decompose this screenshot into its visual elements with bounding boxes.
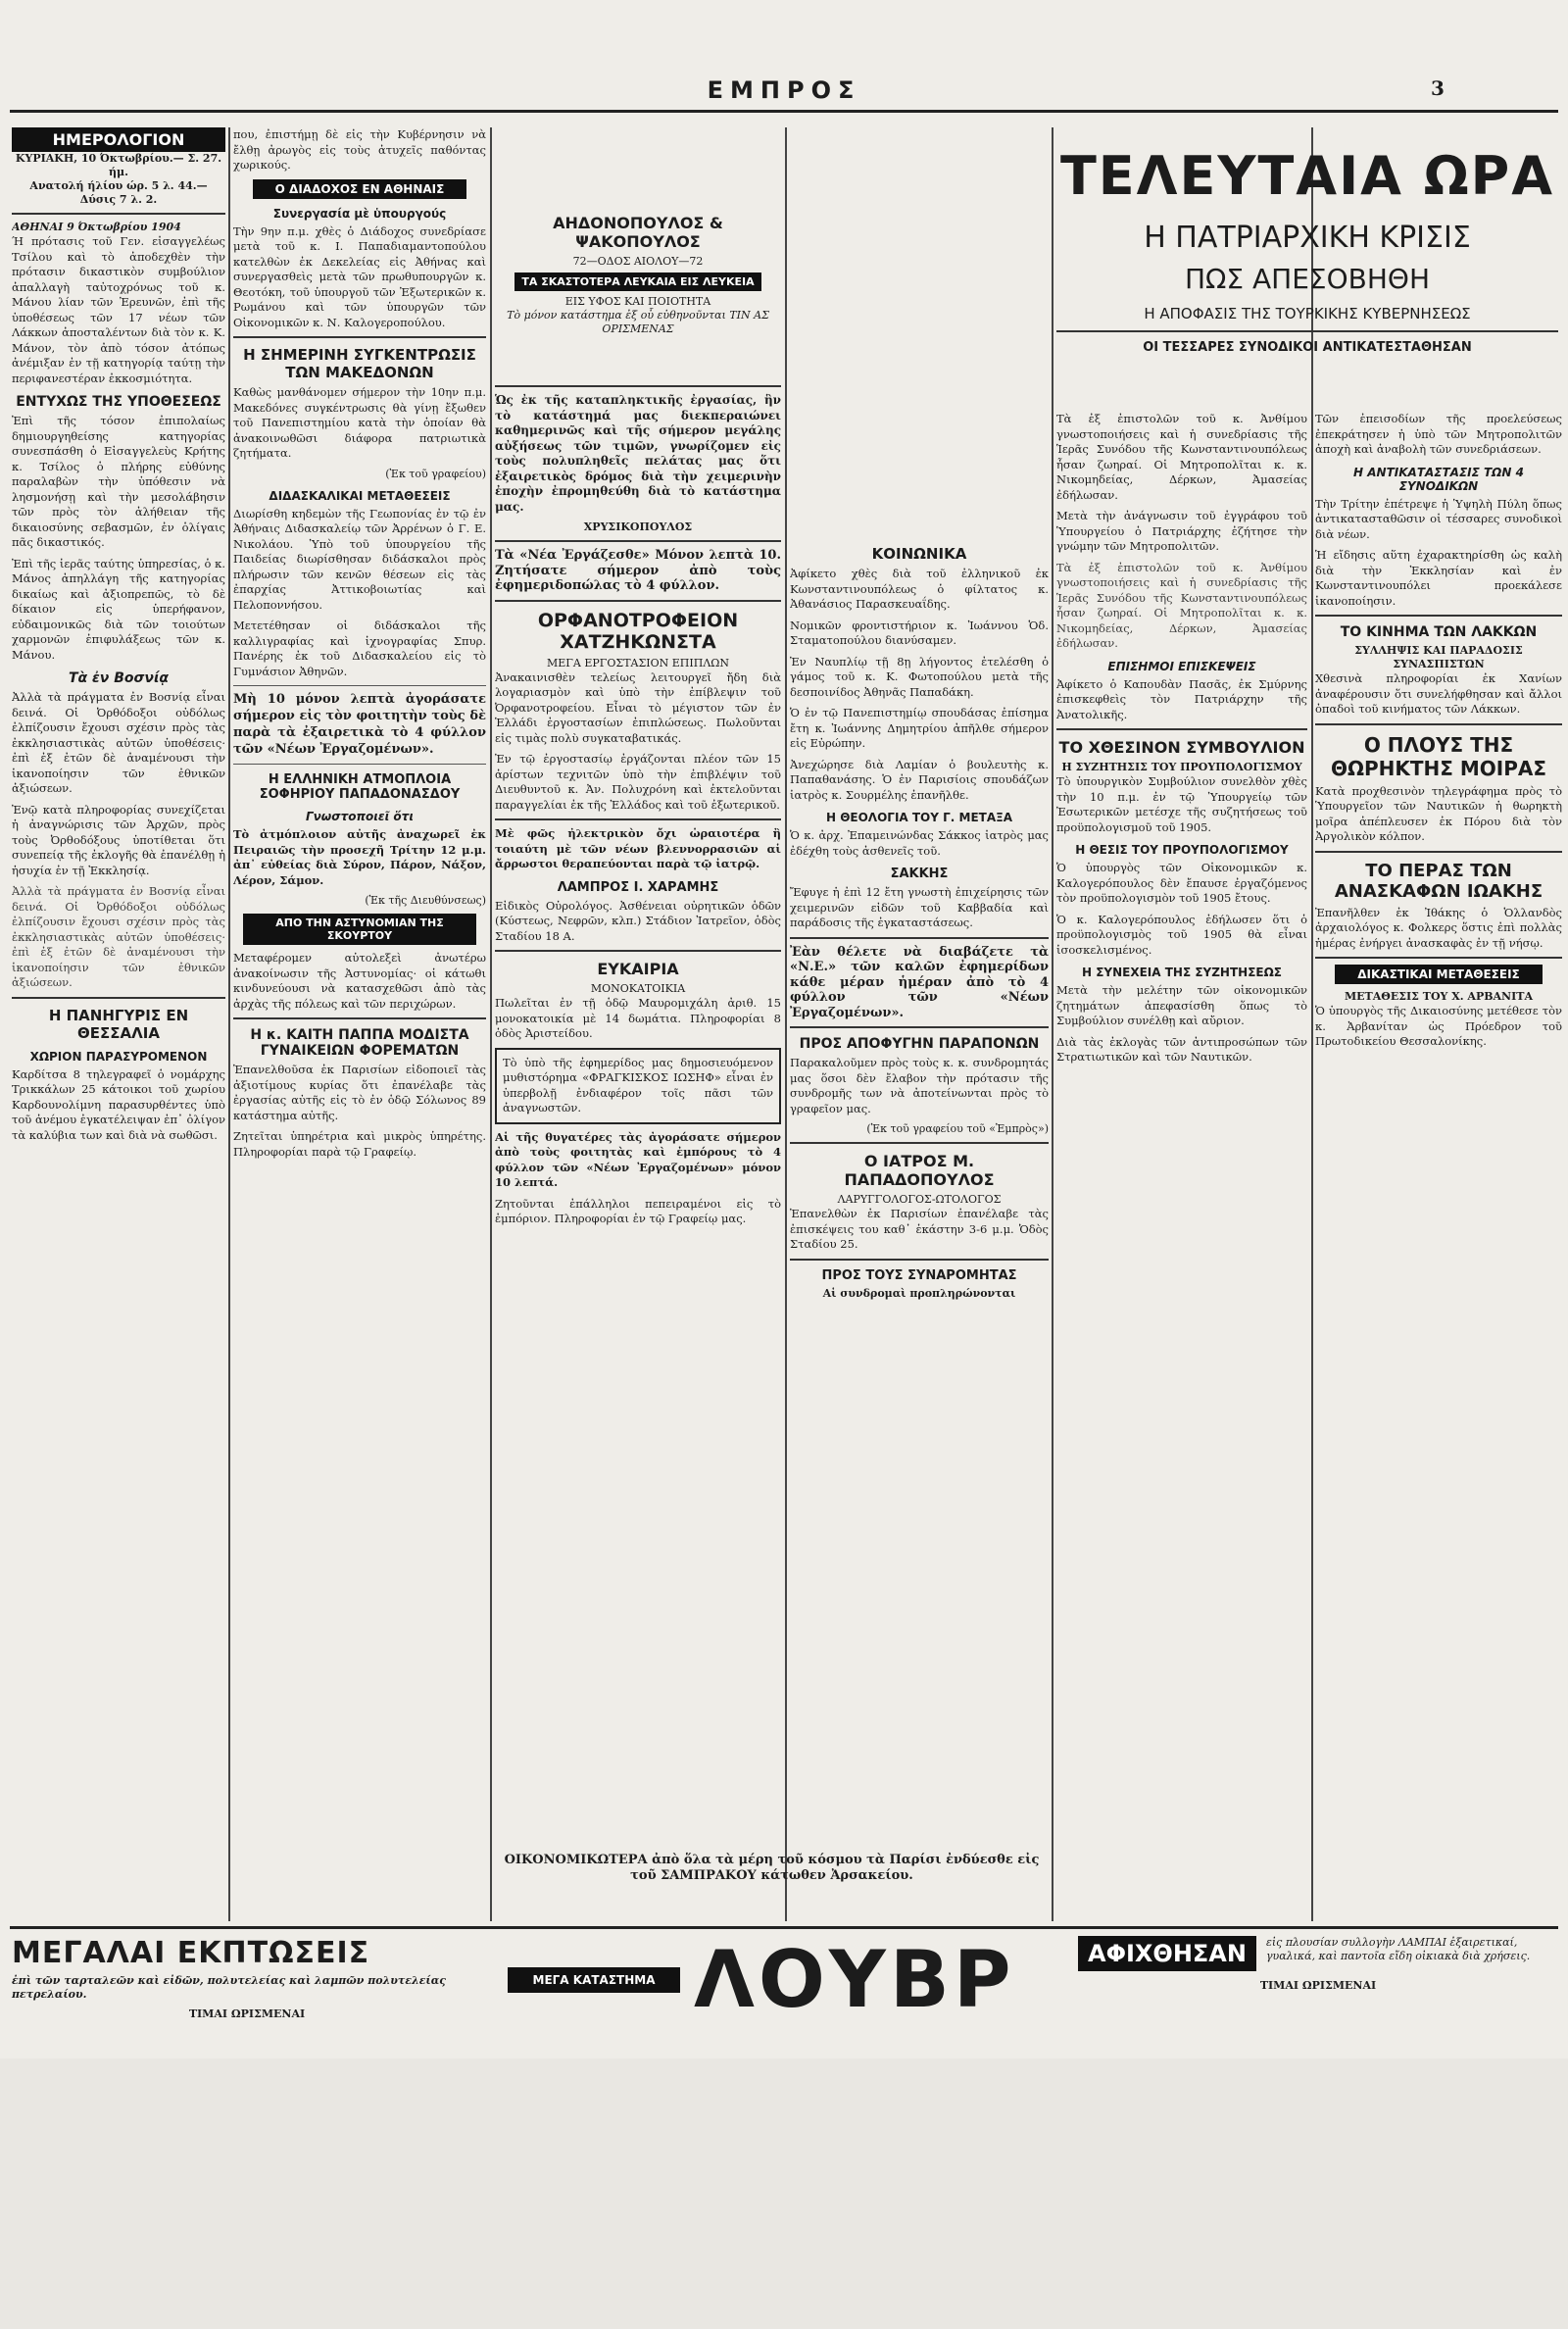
article-text: Τὴν 9ην π.μ. χθὲς ὁ Διάδοχος συνεδρίασε μετὰ τοῦ κ. Ι. Παπαδιαμαντοπούλου κατελθὼν ἐκ Δεκελείας εἰς Ἀθήνας καὶ συνεργασθεὶς μετὰ τῶν πρωθυπουργῶν κ. Θεοτόκη, τοῦ ὑπουργοῦ τῶν Ἐξωτερικῶν κ. Ρωμάνου καὶ τῶν ὑπουργῶν τῶν Οἰκονομικῶν κ. Ν. Καλογεροπούλου. — [233, 223, 486, 329]
article-text: Χθεσινὰ πληροφορίαι ἐκ Χανίων ἀναφέρουσιν ὅτι συνελήφθησαν καὶ ἄλλοι ὀπαδοὶ τοῦ κινήματος τῶν Λάκκων. — [1315, 671, 1562, 716]
headline: ΠΡΟΣ ΑΠΟΦΥΓΗΝ ΠΑΡΑΠΟΝΩΝ — [799, 1036, 1040, 1052]
main-headline: ΤΕΛΕΥΤΑΙΑ ΩΡΑ — [1059, 145, 1555, 207]
headline: Η ΠΑΝΗΓΥΡΙΣ ΕΝ ΘΕΣΣΑΛΙΑ — [48, 1006, 189, 1042]
source-note: (Ἐκ τοῦ γραφείου) — [385, 467, 486, 480]
notice: Μὲ φῶς ἠλεκτρικὸν ὄχι ὡραιοτέρα ἢ τοιαύτη μὲ τῶν νέων βλεννορρασιῶν αἱ ἄρρωστοι θεραπεύονται παρὰ τῷ ἰατρῷ. — [495, 826, 781, 870]
headline: ΤΟ ΠΕΡΑΣ ΤΩΝ ΑΝΑΣΚΑΦΩΝ ΙΩΑΚΗΣ — [1334, 860, 1544, 902]
article-text: Ἐπανῆλθεν ἐκ Ἰθάκης ὁ Ὁλλανδὸς ἀρχαιολόγος κ. Φολκερς ὅστις ἐπὶ πολλὰς ἡμέρας ἐνήργει ἀνασκαφὰς ἐν τῇ νήσῳ. — [1315, 905, 1562, 950]
calendar-title: ΗΜΕΡΟΛΟΓΙΟΝ — [12, 127, 225, 152]
headline: Η ΑΝΤΙΚΑΤΑΣΤΑΣΙΣ ΤΩΝ 4 ΣΥΝΟΔΙΚΩΝ — [1353, 465, 1524, 493]
subheading: Αἱ συνδρομαὶ προπληρώνονται — [822, 1286, 1016, 1300]
headline: Ο ΙΑΤΡΟΣ Μ. ΠΑΠΑΔΟΠΟΥΛΟΣ — [844, 1152, 995, 1189]
article-text: Ἀνεχώρησε διὰ Λαμίαν ὁ βουλευτὴς κ. Παπαθανάσης. Ὁ ἐν Παρισίοις σπουδάζων ἰατρὸς κ. Σουρμέλης ἐπανῆλθε. — [790, 757, 1049, 802]
subheading: Η ΣΥΖΗΤΗΣΙΣ ΤΟΥ ΠΡΟΥΠΟΛΟΓΙΣΜΟΥ — [1061, 761, 1302, 773]
boxed-notice-text: Τὸ ὑπὸ τῆς ἐφημερίδος μας δημοσιευόμενον μυθιστόρημα «ΦΡΑΓΚΙΣΚΟΣ ΙΩΣΗΦ» εἶναι ἐν ὑπερβολῇ ἐνδιαφέρον τοῖς πᾶσι τῶν ἀναγνωστῶν. — [503, 1055, 773, 1115]
notice: Τὰ «Νέα Ἐργάζεσθε» Μόνον λεπτὰ 10. Ζητήσατε σήμερον ἀπὸ τοὺς ἐφημεριδοπώλας τὸ 4 φύλλον. — [495, 548, 781, 593]
article-text: Μετὰ τὴν μελέτην τῶν οἰκονομικῶν ζητημάτων ἀπεφασίσθη ὅπως τὸ Συμβούλιον συνέλθῃ καὶ αὔριον. — [1056, 983, 1307, 1027]
column-5 — [1056, 412, 1307, 1921]
article-text: Ἐπὶ τῆς τόσον ἐπιπολαίως δημιουργηθείσης κατηγορίας συνεσπάσθη ὁ Εἰσαγγελεὺς Κρήτης κ. Τσίλος ὁ πλήρης εὐθύνης παραλαβὼν τὴν ὑπόθεσιν νὰ λησμονήσῃ καὶ τὴν μεσολάβησιν τῶν πρὸς τὸν ἀλήθειαν τῆς δικαιοσύνης σεβασμῶν, ἐν ὁλίγαις πᾶς δικαστικός. — [12, 414, 225, 549]
article-text: Ἐν Ναυπλίῳ τῇ 8ῃ λήγοντος ἐτελέσθη ὁ γάμος τοῦ κ. Κ. Φωτοπούλου μετὰ τῆς δεσποινίδος Ἀθηνᾶς Παπαδάκη. — [790, 654, 1049, 699]
article-text: Ἀφίκετο χθὲς διὰ τοῦ ἐλληνικοῦ ἐκ Κωνσταντινουπόλεως ὁ φίλτατος κ. Ἀθανάσιος Παρασκευαΐδης. — [790, 567, 1049, 611]
breaking-news-block — [1056, 137, 1558, 402]
article-text: Τὴν Τρίτην ἐπέτρεψε ἡ Ὑψηλὴ Πύλη ὅπως ἀντικατασταθῶσιν οἱ τέσσαρες συνοδικοὶ διὰ νέων. — [1315, 496, 1562, 541]
article-text: Καρδίτσα 8 τηλεγραφεῖ ὁ νομάρχης Τρικκάλων 25 κάτοικοι τοῦ χωρίου Καρδουνολίμνη παρασυρθέντες ὑπὸ τοῦ ἀνέμου ἐγκατέλειψαν ἐπ᾽ ὀλίγον τὰ καλύβια των καὶ διὰ νὰ σωθῶσι. — [12, 1066, 225, 1142]
article-text: Νομικῶν φροντιστήριον κ. Ἰωάννου Ὁδ. Σταματοπούλου διανύσαμεν. — [790, 618, 1049, 647]
headline: ΔΙΚΑΣΤΙΚΑΙ ΜΕΤΑΘΕΣΕΙΣ — [1335, 965, 1543, 984]
article-text: Ή πρότασις τοῦ Γεν. εἰσαγγελέως Τσίλου καὶ τὸ ἀποδεχθὲν τὴν πρότασιν δικαστικὸν συμβούλιον ἀπαλλαγὴ ταὐτοχρόνως τοῦ κ. Μάνου λίαν τῶν Ἐρευνῶν, ἐπὶ τῆς ὑποθέσεως τῶν 17 νέων τῶν Λάκκων ἀποσταλέντων διὰ τὸν κ. Κ. Μάνον, τὸν ἀπὸ τόσον ἀτόπως ἀνέμιξαν ἐν τῇ κατηγορίᾳ ταύτῃ τὴν περιφανεστέραν ἐκκοσμιότητα. — [12, 234, 225, 385]
headline: ΤΟ ΧΘΕΣΙΝΟΝ ΣΥΜΒΟΥΛΙΟΝ — [1058, 738, 1305, 757]
ad-title: ΜΕΓΑ ΚΑΤΑΣΤΗΜΑ — [508, 1967, 680, 1993]
ad-footer: ΤΙΜΑΙ ΩΡΙΣΜΕΝΑΙ — [188, 2007, 306, 2020]
headline: ΠΩΣ ΑΠΕΣΟΒΗΘΗ — [1184, 263, 1431, 295]
calendar-line: ΚΥΡΙΑΚΗ, 10 Όκτωβρίου.— Σ. 27. ήμ. — [15, 152, 222, 178]
article-text: Ὁ ὑπουργὸς τῆς Δικαιοσύνης μετέθεσε τὸν κ. Ἀρβανίταν ὡς Πρόεδρον τοῦ Πρωτοδικείου Θεσσαλονίκης. — [1315, 1004, 1562, 1048]
article-text: Ὁ κ. ἀρχ. Ἐπαμεινώνδας Σάκκος ἰατρὸς μας ἐδέχθη τοὺς ἀσθενεῖς τοῦ. — [790, 828, 1049, 858]
paper-name: ΕΜΠΡΟΣ — [707, 76, 861, 104]
ad-line: 72—ΟΔΟΣ ΑΙΟΛΟΥ—72 — [572, 255, 704, 268]
calendar-line: Ανατολή ήλίου ώρ. 5 λ. 44.— Δύσις 7 λ. 2. — [29, 179, 208, 206]
article-text: Ἔφυγε ἡ ἐπὶ 12 ἔτη γνωστὴ ἐπιχείρησις τῶν χειμερινῶν εἰδῶν τοῦ Καββαδία καὶ παράδοσις τῆς ἐγκαταστάσεως. — [790, 885, 1049, 929]
article-text: Ἐπανελθὼν ἐκ Παρισίων ἐπανέλαβε τὰς ἐπισκέψεις του καθ᾽ ἑκάστην 3-6 μ.μ. Ὁδὸς Σταδίου 25. — [790, 1207, 1049, 1251]
masthead — [0, 76, 1568, 106]
ad-line: Τὸ μόνον κατάστημα ἐξ οὗ εὐθηνοῦνται ΤΙΝ ΑΣ ΟΡΙΣΜΕΝΑΣ — [507, 309, 769, 335]
ad-louvre — [508, 1936, 1056, 2044]
subheading: ΛΑΡΥΓΓΟΛΟΓΟΣ-ΩΤΟΛΟΓΟΣ — [837, 1193, 1002, 1206]
banner-text: ΟΙΚΟΝΟΜΙΚΩΤΕΡΑ ἀπὸ ὅλα τὰ μέρη τοῦ κόσμου τὰ Παρίσι ἐνδύεσθε εἰς τοῦ ΣΑΜΠΡΑΚΟΥ κάτωθεν Ἀρσακείου. — [504, 1853, 1040, 1883]
article-text: Ἐν τῷ ἐργοστασίῳ ἐργάζονται πλέον τῶν 15 ἀρίστων τεχνιτῶν ὑπὸ τὴν ἐπιβλέψιν τοῦ Διευθυντοῦ κ. Ἀν. Πολυχρόνη καὶ ἐκτελοῦνται παραγγελίαι ἐκ τῆς Ἑλλάδος καὶ τοῦ ἐξωτερικοῦ. — [495, 752, 781, 812]
ad-footer: ΤΙΜΑΙ ΩΡΙΣΜΕΝΑΙ — [1259, 1979, 1377, 1992]
ad-line: ΕΙΣ ΥΦΟΣ ΚΑΙ ΠΟΙΟΤΗΤΑ — [564, 295, 711, 308]
column-divider — [490, 127, 492, 1921]
bottom-banner — [495, 1853, 1049, 1889]
ad-title: ΜΕΓΑΛΑΙ ΕΚΠΤΩΣΕΙΣ — [12, 1936, 370, 1970]
ad-title: ΑΦΙΧΘΗΣΑΝ — [1078, 1936, 1256, 1971]
headline: ΚΟΙΝΩΝΙΚΑ — [871, 545, 967, 563]
article-text: Διὰ τὰς ἐκλογὰς τῶν ἀντιπροσώπων τῶν Στρατιωτικῶν καὶ τῶν Ναυτικῶν. — [1056, 1034, 1307, 1064]
headline: ΔΙΔΑΣΚΑΛΙΚΑΙ ΜΕΤΑΘΕΣΕΙΣ — [269, 488, 451, 503]
source-note: (Ἐκ τῆς Διευθύνσεως) — [365, 894, 486, 907]
subheading: ΣΥΛΛΗΨΙΣ ΚΑΙ ΠΑΡΑΔΟΣΙΣ ΣΥΝΑΣΠΙΣΤΩΝ — [1354, 644, 1523, 670]
ad-line: ΤΑ ΣΚΑΣΤΟΤΕΡΑ ΛΕΥΚΑΙΑ ΕΙΣ ΛΕΥΚΕΙΑ — [514, 273, 761, 291]
article-text: Κατὰ προχθεσινὸν τηλεγράφημα πρὸς τὸ Ὑπουργεῖον τῶν Ναυτικῶν ἡ θωρηκτὴ μοῖρα ἀπέπλευσεν ἐκ Πόρου διὰ τὸν Ἀργολικὸν κόλπον. — [1315, 783, 1562, 843]
page-margin-bottom — [0, 2058, 1568, 2329]
page-number: 3 — [1431, 76, 1445, 100]
article-text: Διωρίσθη κηδεμὼν τῆς Γεωπονίας ἐν τῷ ἐν Ἀθήναις Διδασκαλείῳ τῶν Ἀρρένων ὁ Γ. Ε. Νικολάου. Ὑπὸ τοῦ ὑπουργείου τῆς Παιδείας διωρίσθησαν διδάσκαλοι πρὸς πλήρωσιν τῶν κενῶν θέσεων εἰς τὰς ἐπαρχίας Ἀττικοβοιωτίας καὶ Πελοποννήσου. — [233, 506, 486, 612]
headline: Η ΑΠΟΦΑΣΙΣ ΤΗΣ ΤΟΥΡΚΙΚΗΣ ΚΥΒΕΡΝΗΣΕΩΣ — [1144, 305, 1471, 322]
article-text: Ἐπανελθοῦσα ἐκ Παρισίων εἰδοποιεῖ τὰς ἀξιοτίμους κυρίας ὅτι ἐπανέλαβε τὰς ἐργασίας αὐτῆς εἰς τὸ ἐν ὁδῷ Σόλωνος 89 κατάστημα αὐτῆς. — [233, 1063, 486, 1122]
boxed-notice — [495, 1048, 781, 1124]
headline: Η ΕΛΛΗΝΙΚΗ ΑΤΜΟΠΛΟΙΑ ΣΟΦΗΡΙΟΥ ΠΑΠΑΔΟΝΑΣΔΟΥ — [259, 772, 461, 802]
headline: ΟΡΦΑΝΟΤΡΟΦΕΙΟΝ ΧΑΤΖΗΚΩΝΣΤΑ — [537, 609, 739, 653]
subheading: Συνεργασία μὲ ὑπουργούς — [272, 206, 447, 221]
column-divider — [228, 127, 230, 1921]
notice: Ὡς ἐκ τῆς καταπληκτικῆς ἐργασίας, ἣν τὸ κατάστημά μας διεκπεραιώνει καθημερινῶς καὶ τῆς σήμερον μεγάλης αὐξήσεως τῶν τιμῶν, γνωρίζομεν εἰς τοὺς πολυπληθεῖς πελάτας μας ὅτι ἐξαιρετικὸς δρόμος διὰ τὴν χειμερινὴν ἐποχὴν ἐπρομηθεύθη διὰ τὸ κατάστημα μας. — [495, 393, 781, 514]
article-text: Καθὼς μανθάνομεν σήμερον τὴν 10ην π.μ. Μακεδόνες συγκέντρωσις θὰ γίνῃ ἔξωθεν τοῦ Πανεπιστημίου κατὰ τὴν ὁποίαν θὰ ἀνακοινωθῶσι διάφορα πατριωτικὰ ζητήματα. — [233, 385, 486, 460]
headline: ΕΠΙΣΗΜΟΙ ΕΠΙΣΚΕΨΕΙΣ — [1107, 659, 1256, 673]
article-text: Μετὰ τὴν ἀνάγνωσιν τοῦ ἐγγράφου τοῦ Ὑπουργείου ὁ Πατριάρχης ἐζήτησε τὴν γνώμην τῶν Μητροπολιτῶν. — [1056, 509, 1307, 553]
ad-title: ΑΗΔΟΝΟΠΟΥΛΟΣ & ΨΑΚΟΠΟΥΛΟΣ — [553, 214, 723, 251]
article-text: Ζητοῦνται ἐπάλληλοι πεπειραμένοι εἰς τὸ ἐμπόριον. Πληροφορίαι ἐν τῷ Γραφείῳ μας. — [495, 1196, 781, 1225]
headline: Ο ΔΙΑΔΟΧΟΣ ΕΝ ΑΘΗΝΑΙΣ — [253, 179, 466, 199]
signature: ΧΡΥΣΙΚΟΠΟΥΛΟΣ — [583, 520, 693, 533]
article-text: Ἐπὶ τῆς ἱερᾶς ταύτης ὑπηρεσίας, ὁ κ. Μάνος ἀπηλλάγη τῆς κατηγορίας δικαίως καὶ ἀξιοπρεπῶς, τὸ δὲ δίκαιον εἰς ὑπερήφανον, εὐδαιμονικῶς διὰ τῶν τοιούτων χαρμονῶν ἐπιφυλάξεως τῶν κ. Μάνου. — [12, 556, 225, 662]
article-text: Ὁ ὑπουργὸς τῶν Οἰκονομικῶν κ. Καλογερόπουλος δὲν ἔπαυσε ἐργαζόμενος τὸν προϋπολογισμὸν τοῦ 1905 ἔτους. — [1056, 861, 1307, 905]
ad-name: ΛΑΜΠΡΟΣ Ι. ΧΑΡΑΜΗΣ — [557, 879, 719, 895]
column-1 — [12, 127, 225, 1921]
column-4 — [790, 127, 1049, 1921]
article-text: Ὁ κ. Καλογερόπουλος ἐδήλωσεν ὅτι ὁ προϋπολογισμὸς τοῦ 1905 θὰ εἶναι ἰσοσκελισμένος. — [1056, 912, 1307, 957]
headline: ΠΡΟΣ ΤΟΥΣ ΣΥΝΑΡΟΜΗΤΑΣ — [821, 1267, 1017, 1283]
article-text: Ἀφίκετο ὁ Καπουδὰν Πασᾶς, ἐκ Σμύρνης ἐπισκεφθεὶς τὸν Πατριάρχην τῆς Ἀνατολικῆς. — [1056, 676, 1307, 721]
article-text: Μεταφέρομεν αὐτολεξεὶ ἀνωτέρω ἀνακοίνωσιν τῆς Ἀστυνομίας· οἱ κάτωθι κινδυνεύουσι νὰ κατασχεθῶσι ἀπὸ τὰς ἀρχὰς τῆς πόλεως καὶ τῶν περιχώρων. — [233, 951, 486, 1011]
article-text: Ἀλλὰ τὰ πράγματα ἐν Βοσνίᾳ εἶναι δεινά. Οἱ Ὀρθόδοξοι οὐδόλως ἐλπίζουσιν ἔχουσι σχέσιν πρὸς τὰς ἐκκλησιαστικὰς αὐτῶν ὑποθέσεις· ἐπὶ ἐξ ἐτῶν δὲ ἀναμένουσι τὴν ἱκανοποίησιν τῶν ἐθνικῶν ἀξιώσεων. — [12, 690, 225, 795]
headline: ΑΠΟ ΤΗΝ ΑΣΤΥΝΟΜΙΑΝ ΤΗΣ ΣΚΟΥΡΤΟΥ — [243, 914, 476, 945]
ad-text: Πωλεῖται ἐν τῇ ὁδῷ Μαυρομιχάλη ἀριθ. 15 μονοκατοικία μὲ 14 δωμάτια. Πληροφορίαι 8 ὁδὸς Ἀριστείδου. — [495, 996, 781, 1040]
ad-text: ἐπὶ τῶν ταρταλεῶν καὶ εἰδῶν, πολυτελείας καὶ λαμπῶν πολυτελείας πετρελαίου. — [12, 1974, 446, 2001]
notice: Αἱ τῆς θυγατέρες τὰς ἀγοράσατε σήμερον ἀπὸ τοὺς φοιτητὰς καὶ ἐμπόρους τὸ 4 φύλλον τῶν «Νέων Ἐργαζομένων» μόνον 10 λεπτά. — [495, 1129, 781, 1189]
article-text: Ζητεῖται ὑπηρέτρια καὶ μικρὸς ὑπηρέτης. Πληροφορίαι παρὰ τῷ Γραφείῳ. — [233, 1129, 486, 1159]
headline: Η ΣΥΝΕΧΕΙΑ ΤΗΣ ΣΥΖΗΤΗΣΕΩΣ — [1082, 966, 1282, 979]
headline: Ο ΠΛΟΥΣ ΤΗΣ ΘΩΡΗΚΤΗΣ ΜΟΙΡΑΣ — [1330, 732, 1547, 780]
article-text: Ἀνακαινισθὲν τελείως λειτουργεῖ ἤδη διὰ λογαριασμὸν καὶ ὑπὸ τὴν ἐπίβλεψιν τοῦ Ὀρφανοτροφείου. Εἶναι τὸ μέγιστον τῶν ἐν Ἑλλάδι ἐργοστασίων ἐπιπλώσεως. Πωλοῦνται εἰς τιμὰς πολὺ συγκαταβατικάς. — [495, 669, 781, 745]
headline: Η ΠΑΤΡΙΑΡΧΙΚΗ ΚΡΙΣΙΣ — [1144, 221, 1471, 255]
source-note: (Ἐκ τοῦ γραφείου τοῦ «Ἐμπρὸς») — [866, 1122, 1049, 1135]
subheading: Γνωστοποιεῖ ὅτι — [305, 810, 415, 823]
subheading: ΕΝΤΥΧΩΣ ΤΗΣ ΥΠΟΘΕΣΕΩΣ — [16, 394, 221, 410]
column-2 — [233, 127, 486, 1921]
column-divider — [1052, 127, 1054, 1921]
article-text: Τὸ ἀτμόπλοιον αὐτῆς ἀναχωρεῖ ἐκ Πειραιῶς τὴν προσεχῆ Τρίτην 12 μ.μ. ἀπ᾽ εὐθείας διὰ Σύρον, Πάρον, Νάξον, Λέρον, Σάμον. — [233, 827, 486, 887]
subheading: ΜΕΤΑΘΕΣΙΣ ΤΟΥ Χ. ΑΡΒΑΝΙΤΑ — [1345, 990, 1533, 1003]
article-text: Μετετέθησαν οἱ διδάσκαλοι τῆς καλλιγραφίας καὶ ἰχνογραφίας Σπυρ. Πανέρης ἐκ τοῦ Διδασκαλείου εἰς τὸ Γυμνάσιον Ἀθηνῶν. — [233, 619, 486, 678]
ad-big-word: ΛΟΥΒΡ — [694, 1934, 1015, 2025]
ad-subtitle: ΜΟΝΟΚΑΤΟΙΚΙΑ — [590, 982, 686, 995]
column-divider — [785, 127, 787, 1921]
date-line: ΑΘΗΝΑΙ 9 Όκτωβρίου 1904 — [12, 221, 181, 233]
column-6 — [1315, 412, 1562, 1921]
article-text: Ἡ εἴδησις αὕτη ἐχαρακτηρίσθη ὡς καλὴ διὰ τὴν Ἐκκλησίαν καὶ ἐν Κωνσταντινουπόλει προεκάλεσε ἱκανοποίησιν. — [1315, 548, 1562, 608]
ads-top-rule — [10, 1926, 1558, 1929]
article-text: Ὁ ἐν τῷ Πανεπιστημίῳ σπουδάσας ἐπίσημα ἔτη κ. Ἰωάννης Δημητρίου ἀπῆλθε σήμερον εἰς Εὐρώπην. — [790, 706, 1049, 750]
article-text: που, ἐπιστήμῃ δὲ εἰς τὴν Κυβέρνησιν νὰ ἔλθῃ ἀρωγὸς εἰς τοὺς ἀτυχεῖς παθόντας χωρικούς. — [233, 127, 486, 172]
section-heading: Τὰ ἐν Βοσνίᾳ — [68, 670, 170, 686]
headline: Η κ. ΚΑΙΤΗ ΠΑΠΠΑ ΜΟΔΙΣΤΑ ΓΥΝΑΙΚΕΙΩΝ ΦΟΡΕΜΑΤΩΝ — [250, 1027, 469, 1059]
top-rule — [10, 110, 1558, 113]
headline: Η ΘΕΟΛΟΓΙΑ ΤΟΥ Γ. ΜΕΤΑΞΑ — [825, 811, 1012, 824]
article-text: Ἀλλὰ τὰ πράγματα ἐν Βοσνίᾳ εἶναι δεινά. Οἱ Ὀρθόδοξοι οὐδόλως ἐλπίζουσιν ἔχουσι σχέσιν πρὸς τὰς ἐκκλησιαστικὰς αὐτῶν ὑποθέσεις· ἐπὶ ἐξ ἐτῶν δὲ ἀναμένουσι τὴν ἱκανοποίησιν τῶν ἐθνικῶν ἀξιώσεων. — [12, 884, 225, 989]
ad-text: εἰς πλουσίαν συλλογὴν ΛΑΜΠΑΙ ἐξαιρετικαί, γυαλικά, καὶ παντοῖα εἴδη οἰκιακὰ διὰ χρήσεις. — [1265, 1936, 1531, 1962]
article-text: Τῶν ἐπεισοδίων τῆς προελεύσεως ἐπεκράτησεν ἡ ὑπὸ τῶν Μητροπολιτῶν ἀποχὴ καὶ ἀναβολὴ τῶν συνεδριάσεων. — [1315, 412, 1562, 456]
notice: Ἐὰν θέλετε νὰ διαβάζετε τὰ «Ν.Ε.» τῶν καλῶν ἐφημερίδων κάθε μέραν ἡμέραν ἀπὸ τὸ 4 φύλλον τῶν «Νέων Ἐργαζομένων». — [790, 944, 1049, 1020]
column-3 — [495, 127, 781, 1921]
article-text: Τὸ ὑπουργικὸν Συμβούλιον συνελθὸν χθὲς τὴν 10 π.μ. ἐν τῷ Ὑπουργείῳ τῶν Ἐσωτερικῶν μετέσχε τῆς συζητήσεως τοῦ προϋπολογισμοῦ τοῦ 1905. — [1056, 774, 1307, 834]
headline: ΣΑΚΚΗΣ — [890, 867, 949, 881]
article-text: Ἐνῷ κατὰ πληροφορίας συνεχίζεται ἡ ἀναγνώρισις τῶν Ἀρχῶν, πρὸς τοὺς Ὀρθοδόξους ὑποτίθεται ὅτι συνεπείᾳ τῆς ἐκλογῆς θὰ ἐπανέλθῃ ἡ ἡσυχία ἐν τῇ Ἐκκλησίᾳ. — [12, 802, 225, 877]
subheading: ΜΕΓΑ ΕΡΓΟΣΤΑΣΙΟΝ ΕΠΙΠΛΩΝ — [546, 656, 730, 669]
article-text: Τὰ ἐξ ἐπιστολῶν τοῦ κ. Ἀνθίμου γνωστοποιήσεις καὶ ἡ συνεδρίασις τῆς Ἱερᾶς Συνόδου τῆς Κωνσταντινουπόλεως ἦσαν ζωηραί. Οἱ Μητροπολῖται κ. κ. Νικομηδείας, Δέρκων, Ἀμασείας ἐδήλωσαν. — [1056, 412, 1307, 502]
ad-title: ΕΥΚΑΙΡΙΑ — [597, 960, 679, 978]
article-text: Παρακαλοῦμεν πρὸς τοὺς κ. κ. συνδρομητάς μας ὅσοι δὲν ἔλαβον τὴν πρότασιν τῆς συνδρομῆς των νὰ ἀποτείνωνται πρὸς τὸ γραφεῖον μας. — [790, 1056, 1049, 1115]
headline: ΟΙ ΤΕΣΣΑΡΕΣ ΣΥΝΟΔΙΚΟΙ ΑΝΤΙΚΑΤΕΣΤΑΘΗΣΑΝ — [1143, 340, 1472, 355]
headline: Η ΘΕΣΙΣ ΤΟΥ ΠΡΟΥΠΟΛΟΓΙΣΜΟΥ — [1075, 843, 1289, 857]
subheading: ΧΩΡΙΟΝ ΠΑΡΑΣΥΡΟΜΕΝΟΝ — [29, 1049, 208, 1064]
article-text: Τὰ ἐξ ἐπιστολῶν τοῦ κ. Ἀνθίμου γνωστοποιήσεις καὶ ἡ συνεδρίασις τῆς Ἱερᾶς Συνόδου τῆς Κωνσταντινουπόλεως ἦσαν ζωηραί. Οἱ Μητροπολῖται κ. κ. Νικομηδείας, Δέρκων, Ἀμασείας ἐδήλωσαν. — [1056, 560, 1307, 650]
headline: ΤΟ ΚΙΝΗΜΑ ΤΩΝ ΛΑΚΚΩΝ — [1340, 624, 1538, 640]
ad-text: Εἰδικὸς Οὐρολόγος. Ἀσθένειαι οὐρητικῶν ὁδῶν (Κύστεως, Νεφρῶν, κλπ.) Στάδιον Ἰατρεῖον, ὁδὸς Σταδίου 18 Α. — [495, 898, 781, 943]
ad-arrivals — [1078, 1936, 1558, 2044]
ad-lamps — [12, 1936, 482, 2044]
notice: Μὴ 10 μόνον λεπτὰ ἀγοράσατε σήμερον εἰς τὸν φοιτητὴν τοὺς δὲ παρὰ τὰ ἐξαιρετικὰ τὸ 4 φύλλον τῶν «Νέων Ἐργαζομένων». — [233, 692, 486, 757]
headline: Η ΣΗΜΕΡΙΝΗ ΣΥΓΚΕΝΤΡΩΣΙΣ ΤΩΝ ΜΑΚΕΔΟΝΩΝ — [243, 346, 476, 381]
